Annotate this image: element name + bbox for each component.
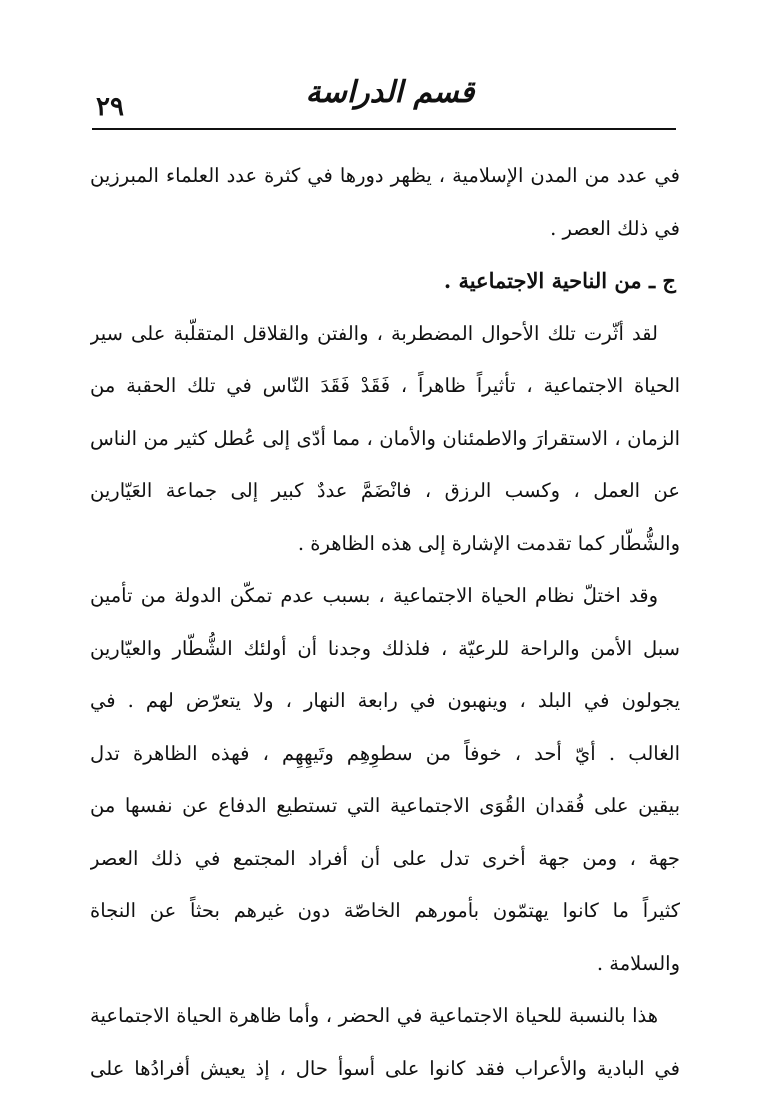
text-line: لقد أثّرت تلك الأحوال المضطربة ، والفتن والقلاقل المتقلّبة على سير — [90, 321, 658, 345]
header-rule — [92, 128, 676, 130]
text-line: وقد اختلّ نظام الحياة الاجتماعية ، بسبب عدم تمكّن الدولة من تأمين — [90, 584, 658, 607]
text-line: بيقين على فُقدان القُوَى الاجتماعية التي تستطيع الدفاع عن نفسها من — [90, 794, 680, 817]
text-line: عن العمل ، وكسب الرزق ، فانْضَمَّ عددٌ كبير إلى جماعة العَيّارين — [90, 479, 680, 502]
page-number: ٢٩ — [96, 92, 124, 122]
text-line: كثيراً ما كانوا يهتمّون بأمورهم الخاصّة دون غيرهم بحثاً عن النجاة — [90, 899, 680, 922]
text-line: والسلامة . — [596, 951, 680, 975]
text-line: في ذلك العصر . — [550, 216, 680, 240]
text-line: والشُّطّار كما تقدمت الإشارة إلى هذه الظاهرة . — [297, 531, 680, 555]
text-line: هذا بالنسبة للحياة الاجتماعية في الحضر ، وأما ظاهرة الحياة الاجتماعية — [90, 1004, 658, 1027]
text-line: في البادية والأعراب فقد كانوا على أسوأ حال ، إذ يعيش أفرادُها على — [90, 1056, 680, 1080]
text-line: يجولون في البلد ، وينهبون في رابعة النهار ، ولا يتعرّض لهم . في — [90, 689, 680, 712]
text-line: الحياة الاجتماعية ، تأثيراً ظاهراً ، فَقَدْ فَقَدَ النّاس في تلك الحقبة من — [90, 374, 680, 397]
text-body — [90, 150, 680, 1095]
text-line: جهة ، ومن جهة أخرى تدل على أن أفراد المجتمع في ذلك العصر — [90, 846, 680, 870]
text-line: سبل الأمن والراحة للرعيّة ، فلذلك وجدنا أن أولئك الشُّطّار والعيّارين — [90, 636, 680, 660]
text-line: الزمان ، الاستقرارَ والاطمئنان والأمان ، مما أدّى إلى عُطل كثير من الناس — [90, 426, 680, 450]
subsection-heading: ج ـ من الناحية الاجتماعية . — [443, 268, 676, 293]
text-line: الغالب . أيّ أحد ، خوفاً من سطوِهِم وتَيهِهِم ، فهذه الظاهرة تدل — [90, 741, 680, 765]
text-line: في عدد من المدن الإسلامية ، يظهر دورها في كثرة عدد العلماء المبرزين — [90, 164, 680, 187]
section-title: قسم الدراسة — [305, 75, 475, 110]
